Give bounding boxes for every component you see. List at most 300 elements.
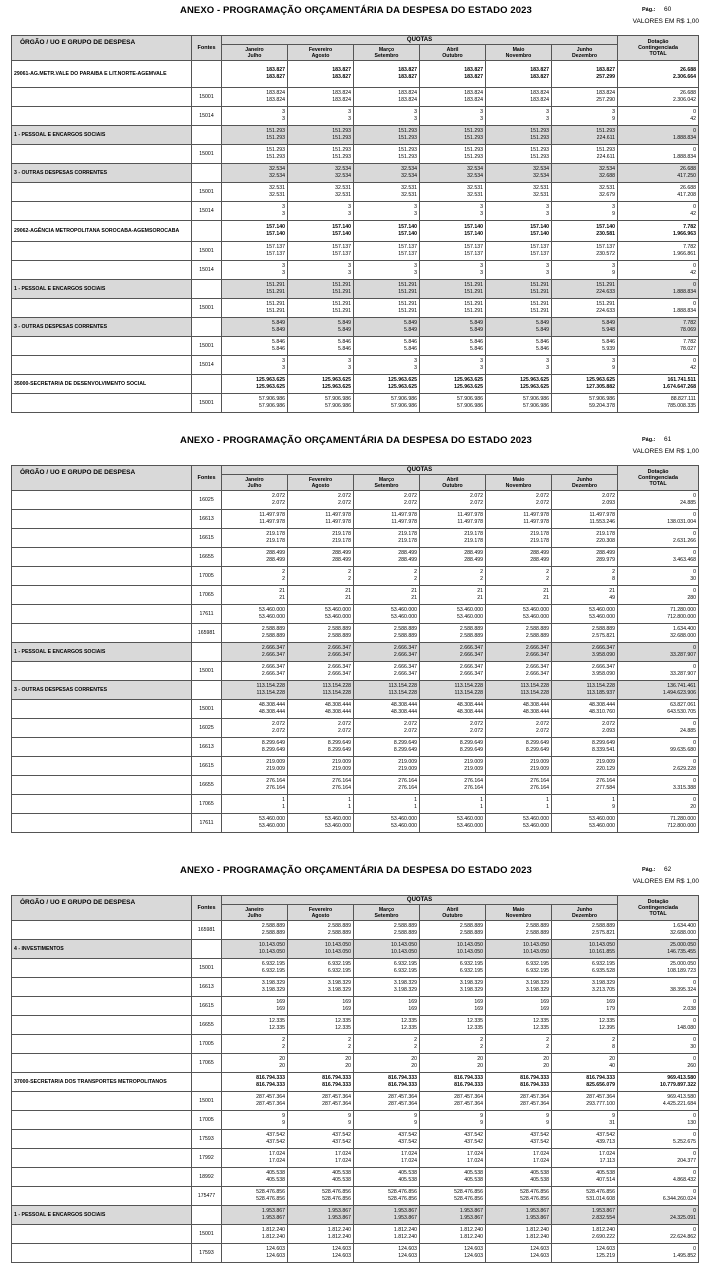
quota-cell bbox=[354, 959, 420, 978]
quota-cell bbox=[420, 318, 486, 337]
quota-cell bbox=[288, 318, 354, 337]
value-second-half: 2.072 bbox=[470, 728, 483, 734]
quota-cell bbox=[552, 719, 618, 738]
value-first-half: 113.154.228 bbox=[388, 683, 417, 689]
value-second-half: 53.460.000 bbox=[259, 614, 285, 620]
table-row bbox=[12, 1035, 699, 1054]
month-first: Janeiro bbox=[245, 906, 264, 913]
value-first-half: 113.154.228 bbox=[520, 683, 549, 689]
quota-cell bbox=[222, 1244, 288, 1263]
value-second-half: 219.178 bbox=[464, 538, 483, 544]
quota-cell bbox=[552, 940, 618, 959]
row-label-empty bbox=[12, 548, 192, 567]
quota-cell bbox=[288, 1206, 354, 1225]
value-second-half: 5.252.675 bbox=[672, 1139, 697, 1145]
value-first-half: 12.335 bbox=[599, 1018, 616, 1024]
value-first-half: 125.963.625 bbox=[322, 377, 351, 383]
quota-cell bbox=[222, 529, 288, 548]
quota-cell bbox=[420, 1225, 486, 1244]
value-first-half: 3.198.329 bbox=[393, 980, 417, 986]
value-first-half: 969.413.580 bbox=[667, 1094, 697, 1100]
value-first-half: 405.538 bbox=[530, 1170, 549, 1176]
value-second-half: 1.953.867 bbox=[393, 1215, 417, 1221]
value-first-half: 7.782 bbox=[683, 224, 697, 230]
quota-cell bbox=[354, 719, 420, 738]
currency-note: VALORES EM R$ 1,00 bbox=[632, 448, 699, 455]
quota-cell bbox=[420, 1054, 486, 1073]
value-second-half: 8.299.649 bbox=[525, 747, 549, 753]
table-row bbox=[12, 940, 699, 959]
value-second-half: 151.293 bbox=[398, 135, 417, 141]
value-first-half: 32.531 bbox=[533, 185, 549, 191]
value-second-half: 1.888.834 bbox=[672, 308, 697, 314]
quota-cell bbox=[486, 1206, 552, 1225]
value-first-half: 2.666.347 bbox=[459, 645, 483, 651]
value-second-half: 437.542 bbox=[530, 1139, 549, 1145]
value-second-half: 2.588.889 bbox=[327, 633, 351, 639]
table-header bbox=[12, 896, 699, 921]
row-label: 4 - INVESTIMENTOS bbox=[12, 940, 192, 959]
value-second-half: 2.588.889 bbox=[261, 633, 285, 639]
row-label: 1 - PESSOAL E ENCARGOS SOCIAIS bbox=[12, 1206, 192, 1225]
value-second-half: 9 bbox=[612, 804, 616, 810]
quota-cell bbox=[486, 202, 552, 221]
value-first-half: 10.143.050 bbox=[523, 942, 549, 948]
value-second-half: 816.794.333 bbox=[256, 1082, 285, 1088]
value-first-half: 6.932.195 bbox=[261, 961, 285, 967]
quota-cell bbox=[420, 1187, 486, 1206]
value-second-half: 30 bbox=[690, 1044, 697, 1050]
value-first-half: 528.476.856 bbox=[454, 1189, 483, 1195]
quota-cell bbox=[354, 337, 420, 356]
value-first-half: 151.291 bbox=[596, 282, 616, 288]
quota-cell bbox=[354, 662, 420, 681]
table-row bbox=[12, 61, 699, 88]
value-second-half: 32.534 bbox=[335, 173, 351, 179]
quota-cell bbox=[354, 814, 420, 833]
table-row bbox=[12, 1187, 699, 1206]
value-second-half: 8.299.649 bbox=[459, 747, 483, 753]
value-second-half: 437.542 bbox=[332, 1139, 351, 1145]
value-second-half: 183.827 bbox=[332, 74, 351, 80]
value-first-half: 2.588.889 bbox=[591, 923, 616, 929]
value-first-half: 0 bbox=[693, 531, 697, 537]
value-first-half: 53.460.000 bbox=[325, 816, 351, 822]
value-second-half: 276.164 bbox=[266, 785, 285, 791]
month-second: Dezembro bbox=[571, 912, 598, 919]
quota-cell bbox=[288, 548, 354, 567]
value-first-half: 2.588.889 bbox=[393, 923, 417, 929]
value-second-half: 3 bbox=[282, 365, 285, 371]
value-second-half: 2.690.222 bbox=[591, 1234, 616, 1240]
value-second-half: 3.198.329 bbox=[261, 987, 285, 993]
value-first-half: 276.164 bbox=[464, 778, 483, 784]
quota-cell bbox=[288, 126, 354, 145]
table-row bbox=[12, 491, 699, 510]
dotacao-cell bbox=[618, 814, 699, 833]
quota-cell bbox=[354, 107, 420, 126]
quota-cell bbox=[288, 394, 354, 413]
value-first-half: 183.824 bbox=[266, 90, 285, 96]
quota-cell bbox=[552, 491, 618, 510]
value-second-half: 1.812.240 bbox=[459, 1234, 483, 1240]
value-second-half: 405.538 bbox=[398, 1177, 417, 1183]
value-first-half: 7.782 bbox=[683, 320, 697, 326]
value-first-half: 219.009 bbox=[398, 759, 417, 765]
value-second-half: 59.204.378 bbox=[589, 403, 616, 409]
quota-cell bbox=[354, 183, 420, 202]
value-second-half: 2.629.228 bbox=[672, 766, 697, 772]
dotacao-cell bbox=[618, 202, 699, 221]
dotacao-header-line: Dotação bbox=[647, 899, 669, 905]
value-first-half: 1.812.240 bbox=[393, 1227, 417, 1233]
quota-cell bbox=[354, 202, 420, 221]
quota-cell bbox=[552, 1130, 618, 1149]
value-first-half: 405.538 bbox=[266, 1170, 285, 1176]
row-label-empty bbox=[12, 202, 192, 221]
value-second-half: 3 bbox=[546, 211, 549, 217]
dotacao-cell bbox=[618, 1073, 699, 1092]
value-first-half: 2.588.889 bbox=[459, 923, 483, 929]
value-first-half: 113.154.228 bbox=[322, 683, 351, 689]
quota-cell bbox=[288, 145, 354, 164]
quota-cell bbox=[486, 299, 552, 318]
value-second-half: 113.154.228 bbox=[520, 690, 549, 696]
value-second-half: 9 bbox=[546, 1120, 549, 1126]
value-first-half: 8.299.649 bbox=[525, 740, 549, 746]
quota-cell bbox=[288, 1016, 354, 1035]
value-second-half: 1.953.867 bbox=[261, 1215, 285, 1221]
dotacao-header-line: Dotação bbox=[647, 39, 669, 45]
value-first-half: 183.827 bbox=[398, 67, 417, 73]
quota-cell bbox=[354, 681, 420, 700]
quota-cell bbox=[486, 221, 552, 242]
quota-cell bbox=[354, 1206, 420, 1225]
quota-cell bbox=[288, 1092, 354, 1111]
value-first-half: 11.497.978 bbox=[259, 512, 285, 518]
table-row bbox=[12, 548, 699, 567]
quota-cell bbox=[486, 1187, 552, 1206]
quota-cell bbox=[288, 940, 354, 959]
value-second-half: 219.178 bbox=[530, 538, 549, 544]
dotacao-cell bbox=[618, 318, 699, 337]
quota-cell bbox=[354, 221, 420, 242]
value-second-half: 151.293 bbox=[530, 154, 549, 160]
quota-cell bbox=[222, 1130, 288, 1149]
value-second-half: 3.315.388 bbox=[672, 785, 697, 791]
quota-cell bbox=[354, 356, 420, 375]
table-row bbox=[12, 242, 699, 261]
value-second-half: 2.306.042 bbox=[672, 97, 697, 103]
value-second-half: 183.827 bbox=[464, 74, 483, 80]
value-first-half: 21 bbox=[345, 588, 351, 594]
value-first-half: 0 bbox=[693, 1056, 697, 1062]
value-second-half: 287.457.364 bbox=[388, 1101, 417, 1107]
quota-cell bbox=[420, 1016, 486, 1035]
table-row bbox=[12, 624, 699, 643]
month-header bbox=[552, 475, 618, 491]
value-second-half: 183.827 bbox=[530, 74, 549, 80]
value-second-half: 57.906.986 bbox=[391, 403, 417, 409]
value-second-half: 3 bbox=[414, 211, 417, 217]
value-second-half: 157.140 bbox=[266, 231, 285, 237]
orgao-header: ÓRGÃO / UO E GRUPO DE DESPESA bbox=[12, 466, 192, 491]
value-second-half: 2 bbox=[414, 1044, 417, 1050]
value-second-half: 32.688.000 bbox=[670, 930, 697, 936]
value-first-half: 21 bbox=[477, 588, 483, 594]
value-second-half: 157.137 bbox=[332, 251, 351, 257]
quota-cell bbox=[288, 280, 354, 299]
value-first-half: 10.143.050 bbox=[259, 942, 285, 948]
value-first-half: 53.460.000 bbox=[259, 607, 285, 613]
quota-cell bbox=[354, 299, 420, 318]
value-first-half: 3 bbox=[546, 358, 549, 364]
month-first: Maio bbox=[512, 906, 525, 913]
value-second-half: 1.888.834 bbox=[672, 135, 697, 141]
dotacao-cell bbox=[618, 1054, 699, 1073]
value-second-half: 1.812.240 bbox=[327, 1234, 351, 1240]
quota-cell bbox=[288, 510, 354, 529]
value-second-half: 10.779.897.322 bbox=[659, 1082, 697, 1088]
dotacao-cell bbox=[618, 1016, 699, 1035]
value-second-half: 3 bbox=[348, 365, 351, 371]
value-second-half: 1.888.834 bbox=[672, 154, 697, 160]
quota-cell bbox=[288, 978, 354, 997]
quota-cell bbox=[354, 738, 420, 757]
quota-cell bbox=[420, 795, 486, 814]
fonte-cell: 16025 bbox=[192, 491, 222, 510]
value-second-half: 183.824 bbox=[332, 97, 351, 103]
value-second-half: 288.499 bbox=[332, 557, 351, 563]
table-row bbox=[12, 605, 699, 624]
value-second-half: 3 bbox=[546, 116, 549, 122]
quota-cell bbox=[222, 375, 288, 394]
fonte-cell: 15014 bbox=[192, 356, 222, 375]
value-first-half: 10.143.050 bbox=[391, 942, 417, 948]
month-header bbox=[354, 905, 420, 921]
value-first-half: 219.009 bbox=[332, 759, 351, 765]
value-first-half: 151.293 bbox=[530, 128, 549, 134]
value-second-half: 257.299 bbox=[596, 74, 616, 80]
value-first-half: 528.476.856 bbox=[520, 1189, 549, 1195]
table-row bbox=[12, 202, 699, 221]
value-second-half: 3 bbox=[348, 270, 351, 276]
value-first-half: 169 bbox=[540, 999, 549, 1005]
value-first-half: 3 bbox=[348, 204, 351, 210]
table-row bbox=[12, 107, 699, 126]
quota-cell bbox=[486, 1130, 552, 1149]
quota-cell bbox=[288, 719, 354, 738]
table-row bbox=[12, 757, 699, 776]
value-second-half: 10.143.050 bbox=[325, 949, 351, 955]
quota-cell bbox=[354, 1225, 420, 1244]
value-second-half: 42 bbox=[690, 116, 697, 122]
value-first-half: 125.963.625 bbox=[520, 377, 549, 383]
quota-cell bbox=[222, 145, 288, 164]
quota-cell bbox=[222, 183, 288, 202]
value-first-half: 32.531 bbox=[269, 185, 285, 191]
value-second-half: 9 bbox=[348, 1120, 351, 1126]
value-second-half: 287.457.364 bbox=[520, 1101, 549, 1107]
fonte-cell bbox=[192, 940, 222, 959]
quota-cell bbox=[354, 700, 420, 719]
value-second-half: 2.575.821 bbox=[591, 633, 616, 639]
value-second-half: 157.140 bbox=[398, 231, 417, 237]
value-first-half: 11.497.978 bbox=[523, 512, 549, 518]
value-first-half: 169 bbox=[342, 999, 351, 1005]
value-first-half: 2.588.889 bbox=[393, 626, 417, 632]
value-second-half: 3 bbox=[546, 365, 549, 371]
value-first-half: 219.178 bbox=[464, 531, 483, 537]
value-second-half: 17.024 bbox=[401, 1158, 417, 1164]
value-first-half: 6.932.195 bbox=[393, 961, 417, 967]
quota-cell bbox=[222, 1111, 288, 1130]
value-first-half: 2.588.889 bbox=[327, 923, 351, 929]
quota-cell bbox=[288, 1111, 354, 1130]
month-first: Maio bbox=[512, 476, 525, 483]
value-first-half: 2.666.347 bbox=[327, 664, 351, 670]
dotacao-cell bbox=[618, 1092, 699, 1111]
value-first-half: 2.588.889 bbox=[261, 923, 285, 929]
row-label-empty bbox=[12, 567, 192, 586]
quota-cell bbox=[222, 681, 288, 700]
quota-cell bbox=[420, 586, 486, 605]
month-second: Dezembro bbox=[571, 482, 598, 489]
value-second-half: 3.198.329 bbox=[525, 987, 549, 993]
fonte-cell: 175477 bbox=[192, 1187, 222, 1206]
value-first-half: 151.291 bbox=[266, 301, 285, 307]
quota-cell bbox=[486, 548, 552, 567]
value-second-half: 157.140 bbox=[530, 231, 549, 237]
value-second-half: 151.291 bbox=[266, 289, 285, 295]
value-second-half: 287.457.364 bbox=[322, 1101, 351, 1107]
quota-cell bbox=[222, 1187, 288, 1206]
value-first-half: 0 bbox=[693, 147, 697, 153]
value-first-half: 6.932.195 bbox=[327, 961, 351, 967]
value-first-half: 113.154.228 bbox=[454, 683, 483, 689]
dotacao-header bbox=[618, 466, 699, 491]
fonte-cell bbox=[192, 375, 222, 394]
value-second-half: 42 bbox=[690, 365, 697, 371]
value-second-half: 2.588.889 bbox=[327, 930, 351, 936]
value-second-half: 151.291 bbox=[464, 308, 483, 314]
value-first-half: 32.534 bbox=[401, 166, 417, 172]
value-second-half: 1.812.240 bbox=[525, 1234, 549, 1240]
quota-cell bbox=[420, 624, 486, 643]
value-first-half: 1.953.867 bbox=[327, 1208, 351, 1214]
value-second-half: 17.024 bbox=[335, 1158, 351, 1164]
value-second-half: 169 bbox=[276, 1006, 285, 1012]
value-first-half: 405.538 bbox=[596, 1170, 616, 1176]
page-number: 60 bbox=[664, 6, 672, 13]
quota-cell bbox=[552, 624, 618, 643]
quota-cell bbox=[420, 164, 486, 183]
table-row bbox=[12, 1168, 699, 1187]
dotacao-cell bbox=[618, 1206, 699, 1225]
quota-cell bbox=[420, 662, 486, 681]
quotas-header: QUOTAS bbox=[222, 466, 618, 475]
value-first-half: 1 bbox=[282, 797, 285, 803]
month-second: Novembro bbox=[505, 912, 532, 919]
quota-cell bbox=[486, 1111, 552, 1130]
table-header bbox=[12, 36, 699, 61]
table-row bbox=[12, 356, 699, 375]
row-label: 29062-AGÊNCIA METROPOLITANA SOROCABA-AGEMSOROCABA bbox=[12, 221, 192, 242]
quota-cell bbox=[420, 978, 486, 997]
value-first-half: 71.280.000 bbox=[670, 816, 697, 822]
quota-cell bbox=[222, 164, 288, 183]
fonte-cell: 15001 bbox=[192, 337, 222, 356]
fonte-cell: 16655 bbox=[192, 548, 222, 567]
value-first-half: 0 bbox=[693, 282, 697, 288]
value-second-half: 11.497.978 bbox=[325, 519, 351, 525]
table-row bbox=[12, 1225, 699, 1244]
value-second-half: 11.553.246 bbox=[589, 519, 616, 525]
value-first-half: 0 bbox=[693, 1132, 697, 1138]
row-label-empty bbox=[12, 88, 192, 107]
quota-cell bbox=[486, 1225, 552, 1244]
value-first-half: 48.308.444 bbox=[325, 702, 351, 708]
value-first-half: 3 bbox=[612, 263, 616, 269]
quota-cell bbox=[486, 997, 552, 1016]
value-second-half: 5.849 bbox=[470, 327, 483, 333]
value-second-half: 183.824 bbox=[266, 97, 285, 103]
value-second-half: 5.939 bbox=[602, 346, 616, 352]
value-first-half: 2.072 bbox=[536, 721, 549, 727]
quota-cell bbox=[552, 776, 618, 795]
value-first-half: 169 bbox=[474, 999, 483, 1005]
row-label-empty bbox=[12, 1187, 192, 1206]
quota-cell bbox=[222, 261, 288, 280]
value-second-half: 6.935.528 bbox=[591, 968, 616, 974]
value-first-half: 288.499 bbox=[530, 550, 549, 556]
value-first-half: 151.293 bbox=[596, 147, 616, 153]
quota-cell bbox=[354, 567, 420, 586]
value-second-half: 113.185.937 bbox=[586, 690, 616, 696]
row-label-empty bbox=[12, 586, 192, 605]
value-first-half: 0 bbox=[693, 493, 697, 499]
quota-cell bbox=[486, 605, 552, 624]
value-second-half: 8.299.649 bbox=[261, 747, 285, 753]
value-first-half: 88.827.111 bbox=[670, 396, 697, 402]
row-label-empty bbox=[12, 662, 192, 681]
month-header bbox=[222, 45, 288, 61]
quota-cell bbox=[420, 107, 486, 126]
table-row bbox=[12, 337, 699, 356]
value-first-half: 9 bbox=[348, 1113, 351, 1119]
quota-cell bbox=[552, 548, 618, 567]
table-row bbox=[12, 1206, 699, 1225]
quota-cell bbox=[552, 1149, 618, 1168]
value-first-half: 10.143.050 bbox=[457, 942, 483, 948]
table-row bbox=[12, 510, 699, 529]
quota-cell bbox=[420, 1111, 486, 1130]
value-second-half: 57.906.986 bbox=[325, 403, 351, 409]
quota-cell bbox=[552, 164, 618, 183]
value-second-half: 53.460.000 bbox=[523, 823, 549, 829]
quota-cell bbox=[288, 1225, 354, 1244]
value-first-half: 816.794.333 bbox=[520, 1075, 549, 1081]
dotacao-cell bbox=[618, 586, 699, 605]
value-first-half: 151.293 bbox=[464, 128, 483, 134]
dotacao-cell bbox=[618, 1111, 699, 1130]
value-first-half: 20 bbox=[609, 1056, 616, 1062]
value-first-half: 2.666.347 bbox=[591, 645, 616, 651]
quota-cell bbox=[222, 280, 288, 299]
value-second-half: 48.308.444 bbox=[259, 709, 285, 715]
dotacao-cell bbox=[618, 1130, 699, 1149]
quota-cell bbox=[552, 337, 618, 356]
